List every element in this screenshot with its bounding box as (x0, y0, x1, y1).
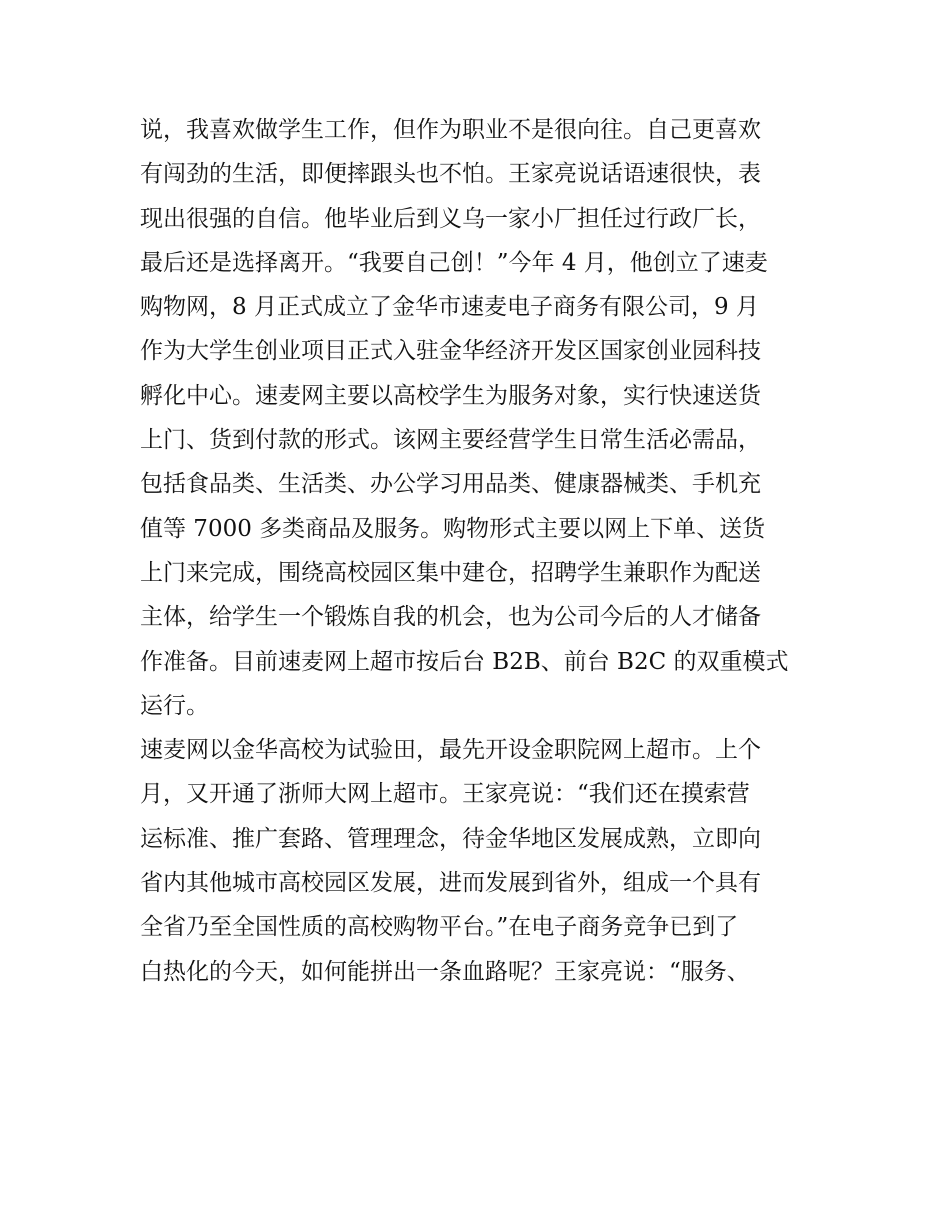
text-line: 月，又开通了浙师大网上超市。王家亮说：“我们还在摸索营 (140, 781, 750, 808)
text-line: 速麦网以金华高校为试验田，最先开设金职院网上超市。上个 (140, 737, 761, 764)
text-line: 现出很强的自信。他毕业后到义乌一家小厂担任过行政厂长， (140, 205, 761, 232)
text-line: 包括食品类、生活类、办公学习用品类、健康器械类、手机充 (140, 471, 761, 498)
text-line: 上门、货到付款的形式。该网主要经营学生日常生活必需品， (140, 427, 761, 454)
text-line: 孵化中心。速麦网主要以高校学生为服务对象，实行快速送货 (140, 382, 761, 409)
text-line: 说，我喜欢做学生工作，但作为职业不是很向往。自己更喜欢 (140, 117, 761, 143)
text-line: 购物网，8 月正式成立了金华市速麦电子商务有限公司，9 月 (140, 294, 759, 321)
text-line: 白热化的今天，如何能拼出一条血路呢？王家亮说：“服务、 (140, 958, 750, 985)
text-line: 作准备。目前速麦网上超市按后台 B2B、前台 B2C 的双重模式 (140, 648, 789, 675)
text-line: 全省乃至全国性质的高校购物平台。”在电子商务竞争已到了 (140, 914, 739, 941)
text-line: 值等 7000 多类商品及服务。购物形式主要以网上下单、送货 (140, 515, 766, 542)
text-line: 上门来完成，围绕高校园区集中建仓，招聘学生兼职作为配送 (140, 559, 761, 586)
text-line: 主体，给学生一个锻炼自我的机会，也为公司今后的人才储备 (140, 604, 761, 631)
text-line: 运标准、推广套路、管理理念，待金华地区发展成熟，立即向 (140, 825, 761, 852)
article-body (140, 108, 820, 994)
text-line: 最后还是选择离开。“我要自己创！”今年 4 月，他创立了速麦 (140, 249, 768, 276)
text-line: 作为大学生创业项目正式入驻金华经济开发区国家创业园科技 (140, 338, 761, 365)
text-line: 省内其他城市高校园区发展，进而发展到省外，组成一个具有 (140, 870, 761, 897)
text-line: 运行。 (140, 692, 209, 719)
text-line: 有闯劲的生活，即便摔跟头也不怕。王家亮说话语速很快，表 (140, 161, 761, 188)
